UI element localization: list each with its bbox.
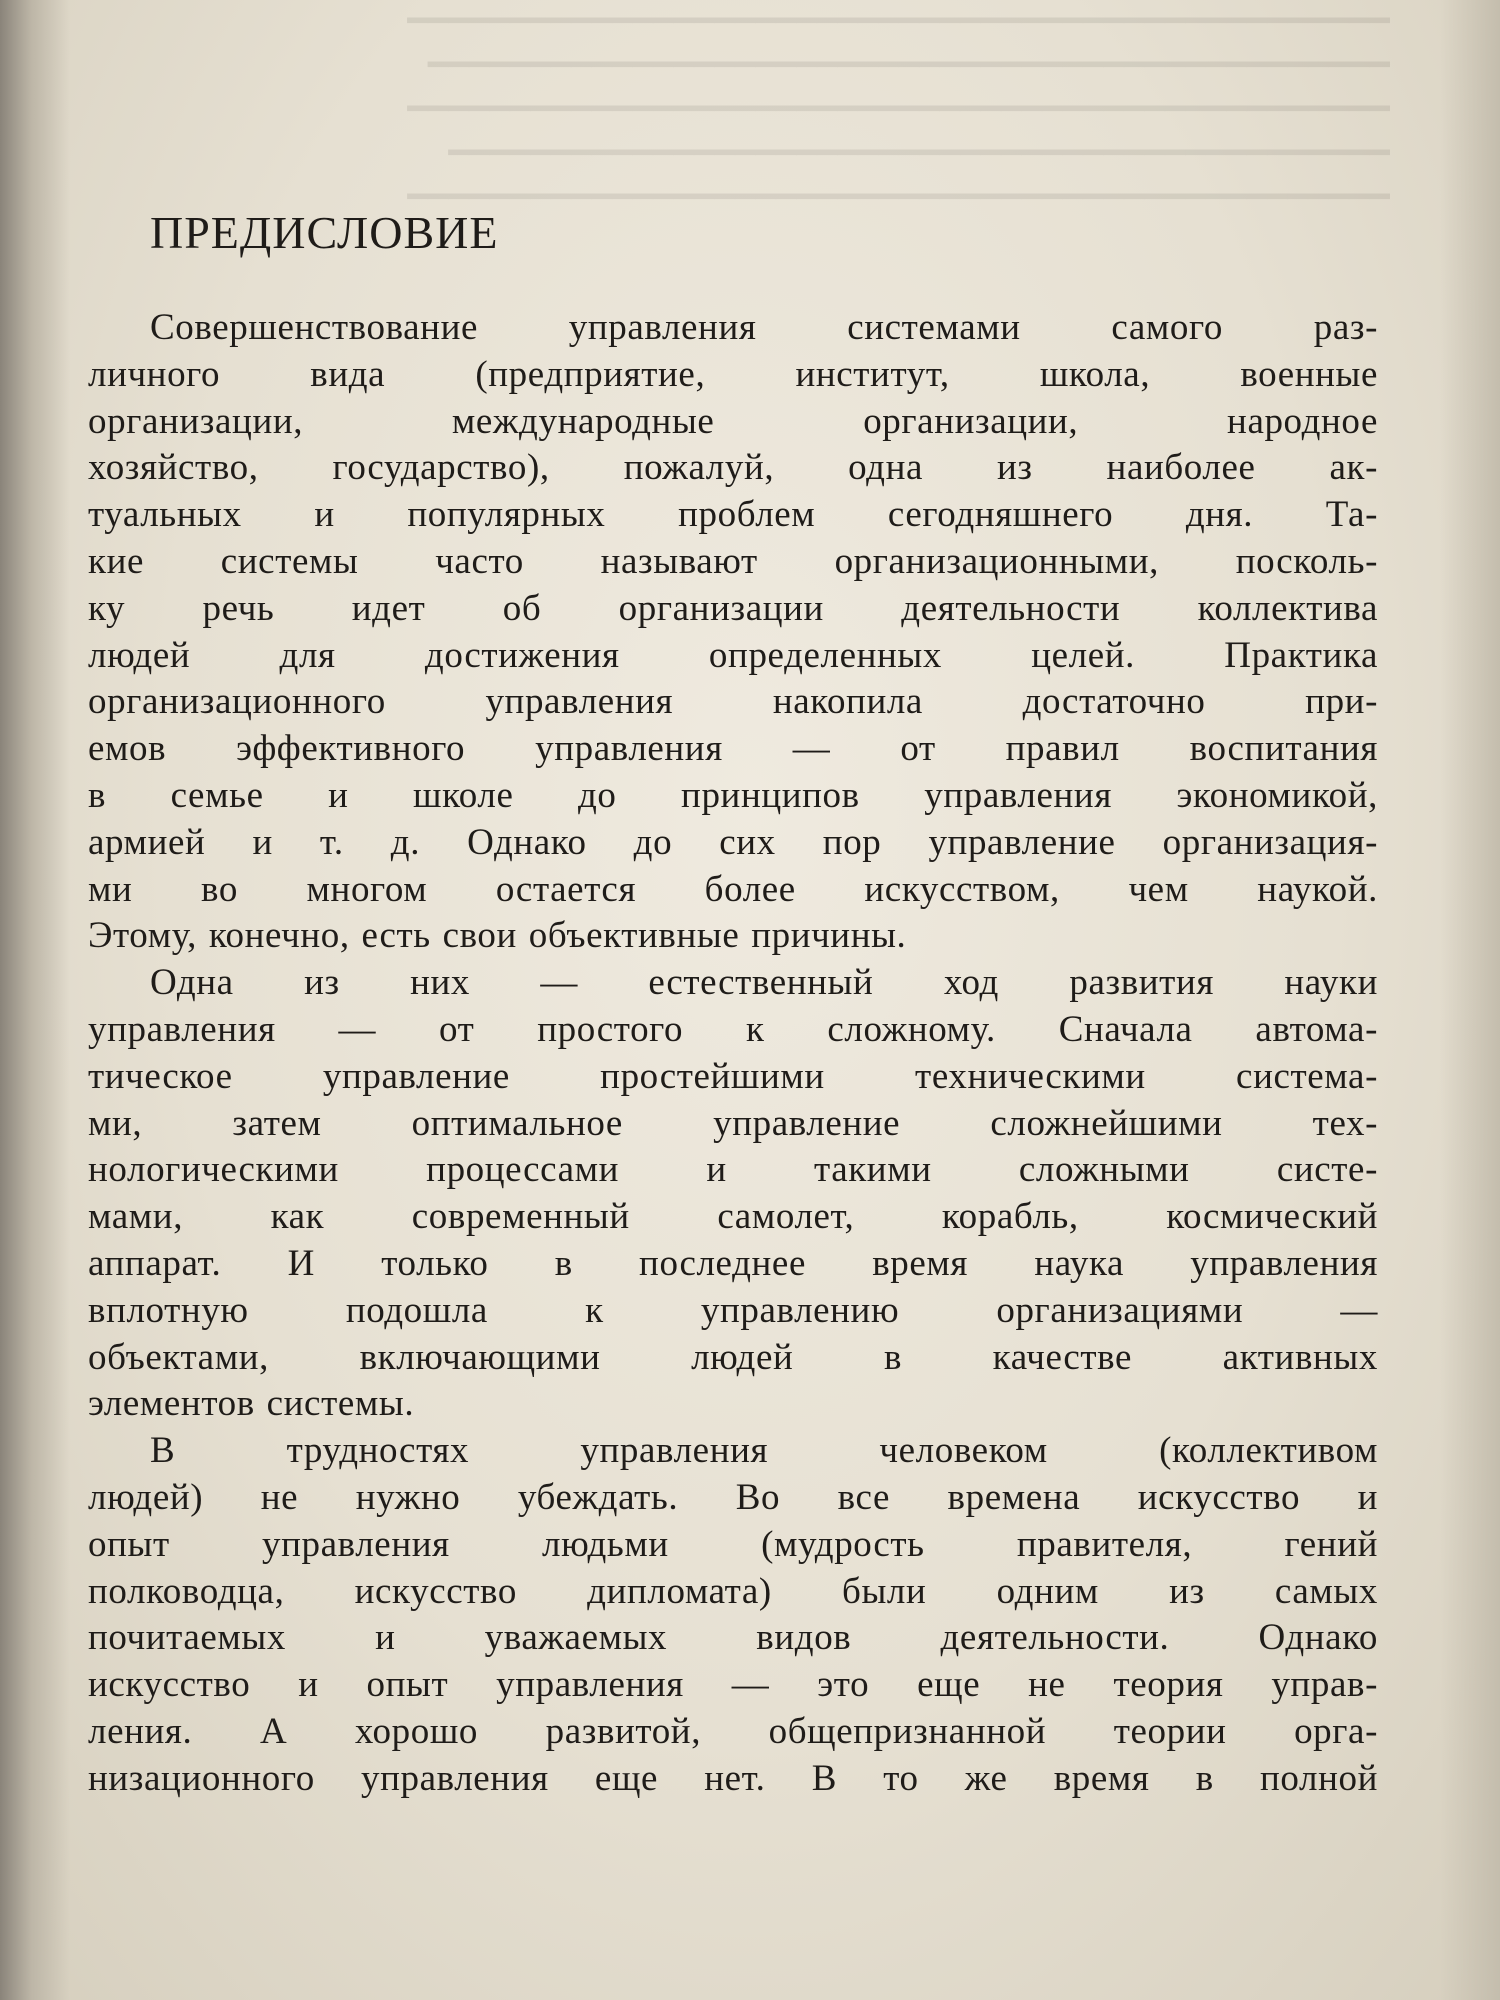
text-line: ку речь идет об организации деятельности коллектива — [88, 587, 1378, 629]
show-through-text: ━━━━━━━━━━━━━━━━━━━━━━━━━━━━━━━━━━━━━━━━━━━━━━━━ ━━━━━━━━━━━━━━━━━━━━━━━━━━━━━━━━━━━━━━━━━━━━━━━ ━━━━━━━━━━━━━━━━━━━━━━━━━━━━━━━━━━━━━━━━━━━━━━━━ ━━━━━━━━━━━━━━━━━━━━━━━━━━━━━━━━━━━━━━━━━━━━━━ ━━━━━━━━━━━━━━━━━━━━━━━━━━━━━━━━━━━━━━━━━━━━━━━━ — [407, 3, 1390, 216]
text-line: Этому, конечно, есть свои объективные причины. — [88, 915, 907, 957]
paragraph — [88, 1428, 1378, 1802]
text-line: В трудностях управления человеком (коллективом — [150, 1430, 1378, 1472]
text-line: Совершенствование управления системами самого раз- — [150, 307, 1378, 348]
text-line: армией и т. д. Однако до сих пор управление организация- — [88, 821, 1378, 863]
text-line: личного вида (предприятие, институт, школа, военные — [88, 353, 1378, 395]
text-line: опыт управления людьми (мудрость правителя, гений — [88, 1523, 1378, 1565]
text-line: емов эффективного управления — от правил воспитания — [88, 728, 1378, 770]
text-line: искусство и опыт управления — это еще не теория управ- — [88, 1664, 1378, 1706]
text-line: организации, международные организации, народное — [88, 400, 1378, 442]
text-line: полководца, искусство дипломата) были одним из самых — [88, 1570, 1378, 1612]
text-line: аппарат. И только в последнее время наука управления — [88, 1242, 1378, 1284]
text-line: ления. А хорошо развитой, общепризнанной теории орга- — [88, 1710, 1378, 1752]
page-content — [88, 205, 1378, 1803]
text-line: в семье и школе до принципов управления экономикой, — [88, 774, 1378, 816]
text-line: мами, как современный самолет, корабль, космический — [88, 1196, 1378, 1238]
text-line: организационного управления накопила достаточно при- — [88, 681, 1378, 723]
text-line: Одна из них — естественный ход развития науки — [150, 962, 1378, 1004]
text-line: объектами, включающими людей в качестве активных — [88, 1336, 1378, 1378]
text-line: ми во многом остается более искусством, чем наукой. — [88, 868, 1378, 910]
text-line: вплотную подошла к управлению организациями — — [88, 1289, 1378, 1331]
paragraph — [88, 960, 1378, 1428]
text-line: элементов системы. — [88, 1383, 415, 1425]
page-title: ПРЕДИСЛОВИЕ — [150, 207, 499, 258]
text-line: людей для достижения определенных целей. Практика — [88, 634, 1378, 676]
text-line: почитаемых и уважаемых видов деятельности. Однако — [88, 1617, 1378, 1659]
text-line: низационного управления еще нет. В то же время в полной — [88, 1757, 1378, 1799]
text-line: тическое управление простейшими техническими система- — [88, 1055, 1378, 1097]
text-line: ми, затем оптимальное управление сложнейшими тех- — [88, 1102, 1378, 1144]
text-line: кие системы часто называют организационными, посколь- — [88, 540, 1378, 582]
text-line: туальных и популярных проблем сегодняшнего дня. Та- — [88, 494, 1378, 536]
paragraph — [88, 305, 1378, 960]
text-line: управления — от простого к сложному. Сначала автома- — [88, 1008, 1378, 1050]
text-line: нологическими процессами и такими сложными систе- — [88, 1149, 1378, 1191]
text-line: хозяйство, государство), пожалуй, одна из наиболее ак- — [88, 447, 1378, 489]
text-line: людей) не нужно убеждать. Во все времена искусство и — [88, 1476, 1378, 1518]
